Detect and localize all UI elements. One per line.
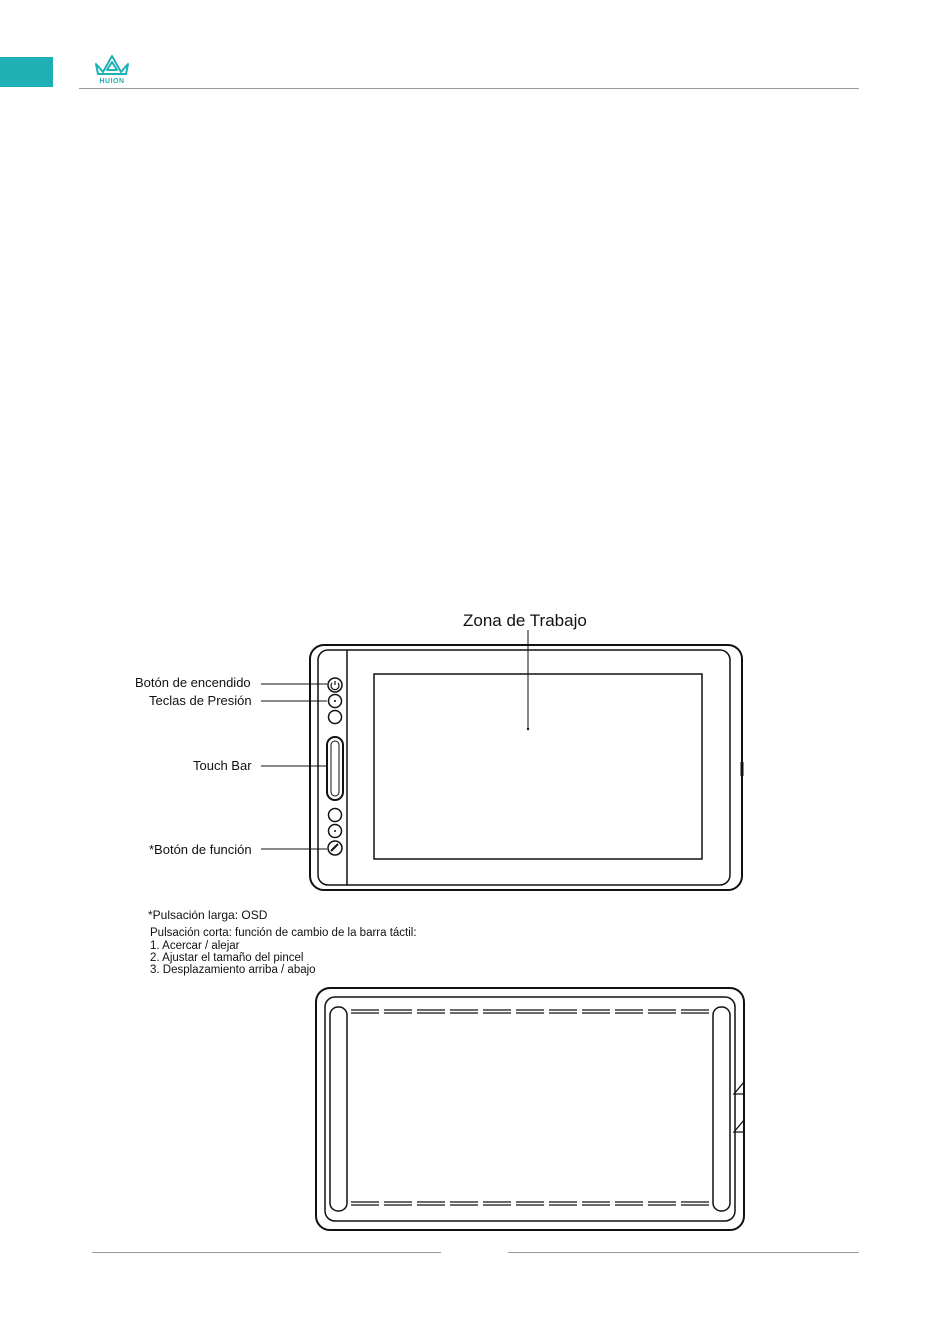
- logo-wordmark: HUION: [99, 78, 125, 85]
- note-item: 1. Acercar / alejar: [150, 940, 240, 952]
- note-item: 3. Desplazamiento arriba / abajo: [150, 964, 316, 976]
- back-outer-frame: [316, 988, 744, 1230]
- long-press-note: *Pulsación larga: OSD: [148, 908, 268, 922]
- footer-rule-left: [92, 1252, 441, 1253]
- short-press-note: Pulsación corta: función de cambio de la barra táctil:: [150, 927, 417, 939]
- function-button-label: *Botón de función: [149, 842, 252, 857]
- work-area-label: Zona de Trabajo: [463, 611, 587, 630]
- touch-bar-label: Touch Bar: [193, 758, 252, 773]
- press-keys-label: Teclas de Presión: [149, 693, 252, 708]
- back-inner-frame: [325, 997, 735, 1221]
- power-button-label: Botón de encendido: [135, 675, 251, 690]
- right-foot-strip: [713, 1007, 730, 1211]
- note-item: 2. Ajustar el tamaño del pincel: [150, 952, 304, 964]
- left-foot-strip: [330, 1007, 347, 1211]
- footer-rule-right: [508, 1252, 859, 1253]
